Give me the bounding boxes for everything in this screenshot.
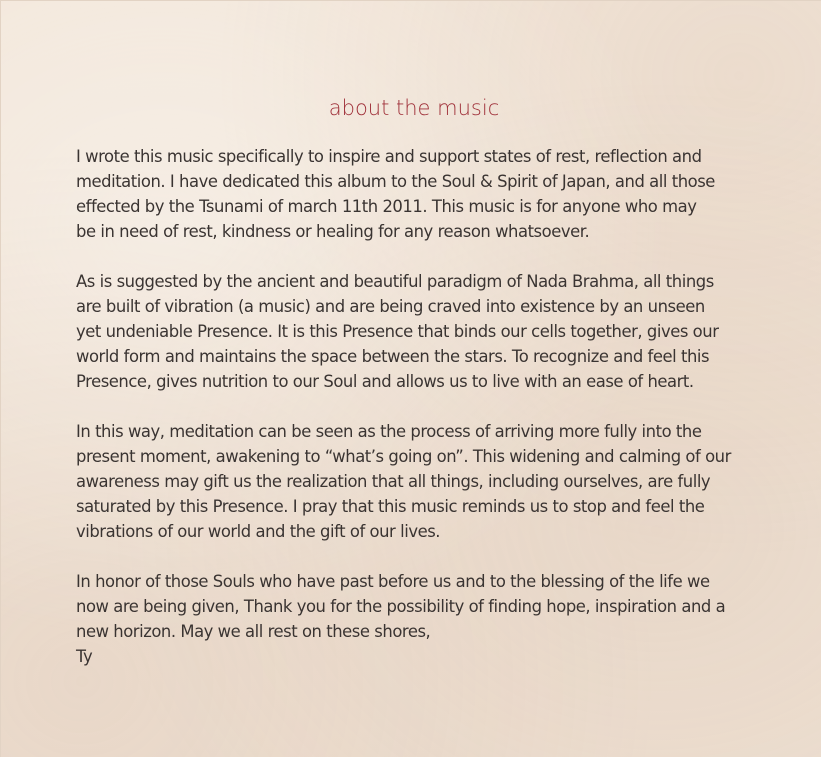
text-line: yet undeniable Presence. It is this Presence that binds our cells together, gives our: [76, 322, 719, 341]
paragraph: [76, 144, 776, 244]
text-line: In honor of those Souls who have past before us and to the blessing of the life we: [76, 572, 710, 591]
text-line: As is suggested by the ancient and beautiful paradigm of Nada Brahma, all things: [76, 272, 714, 291]
text-line: In this way, meditation can be seen as the process of arriving more fully into the: [76, 422, 702, 441]
signature-text: Ty: [76, 647, 93, 666]
text-line: meditation. I have dedicated this album to the Soul & Spirit of Japan, and all those: [76, 172, 715, 191]
text-line: awareness may gift us the realization that all things, including ourselves, are fully: [76, 472, 711, 491]
section-title: about the music: [328, 96, 500, 120]
text-line: now are being given, Thank you for the possibility of finding hope, inspiration and a: [76, 597, 726, 616]
body-text: [76, 144, 776, 694]
text-line: new horizon. May we all rest on these shores,: [76, 622, 431, 641]
paragraph: [76, 269, 776, 394]
text-line: present moment, awakening to “what’s going on”. This widening and calming of our: [76, 447, 731, 466]
text-line: world form and maintains the space between the stars. To recognize and feel this: [76, 347, 710, 366]
text-line: effected by the Tsunami of march 11th 2011. This music is for anyone who may: [76, 197, 697, 216]
text-line: Presence, gives nutrition to our Soul and allows us to live with an ease of heart.: [76, 372, 694, 391]
text-line: are built of vibration (a music) and are being craved into existence by an unseen: [76, 297, 705, 316]
text-line: I wrote this music specifically to inspire and support states of rest, reflection and: [76, 147, 702, 166]
paragraph: [76, 419, 776, 544]
paragraph: [76, 569, 776, 669]
text-line: be in need of rest, kindness or healing for any reason whatsoever.: [76, 222, 590, 241]
text-line: saturated by this Presence. I pray that this music reminds us to stop and feel the: [76, 497, 705, 516]
text-line: vibrations of our world and the gift of our lives.: [76, 522, 441, 541]
